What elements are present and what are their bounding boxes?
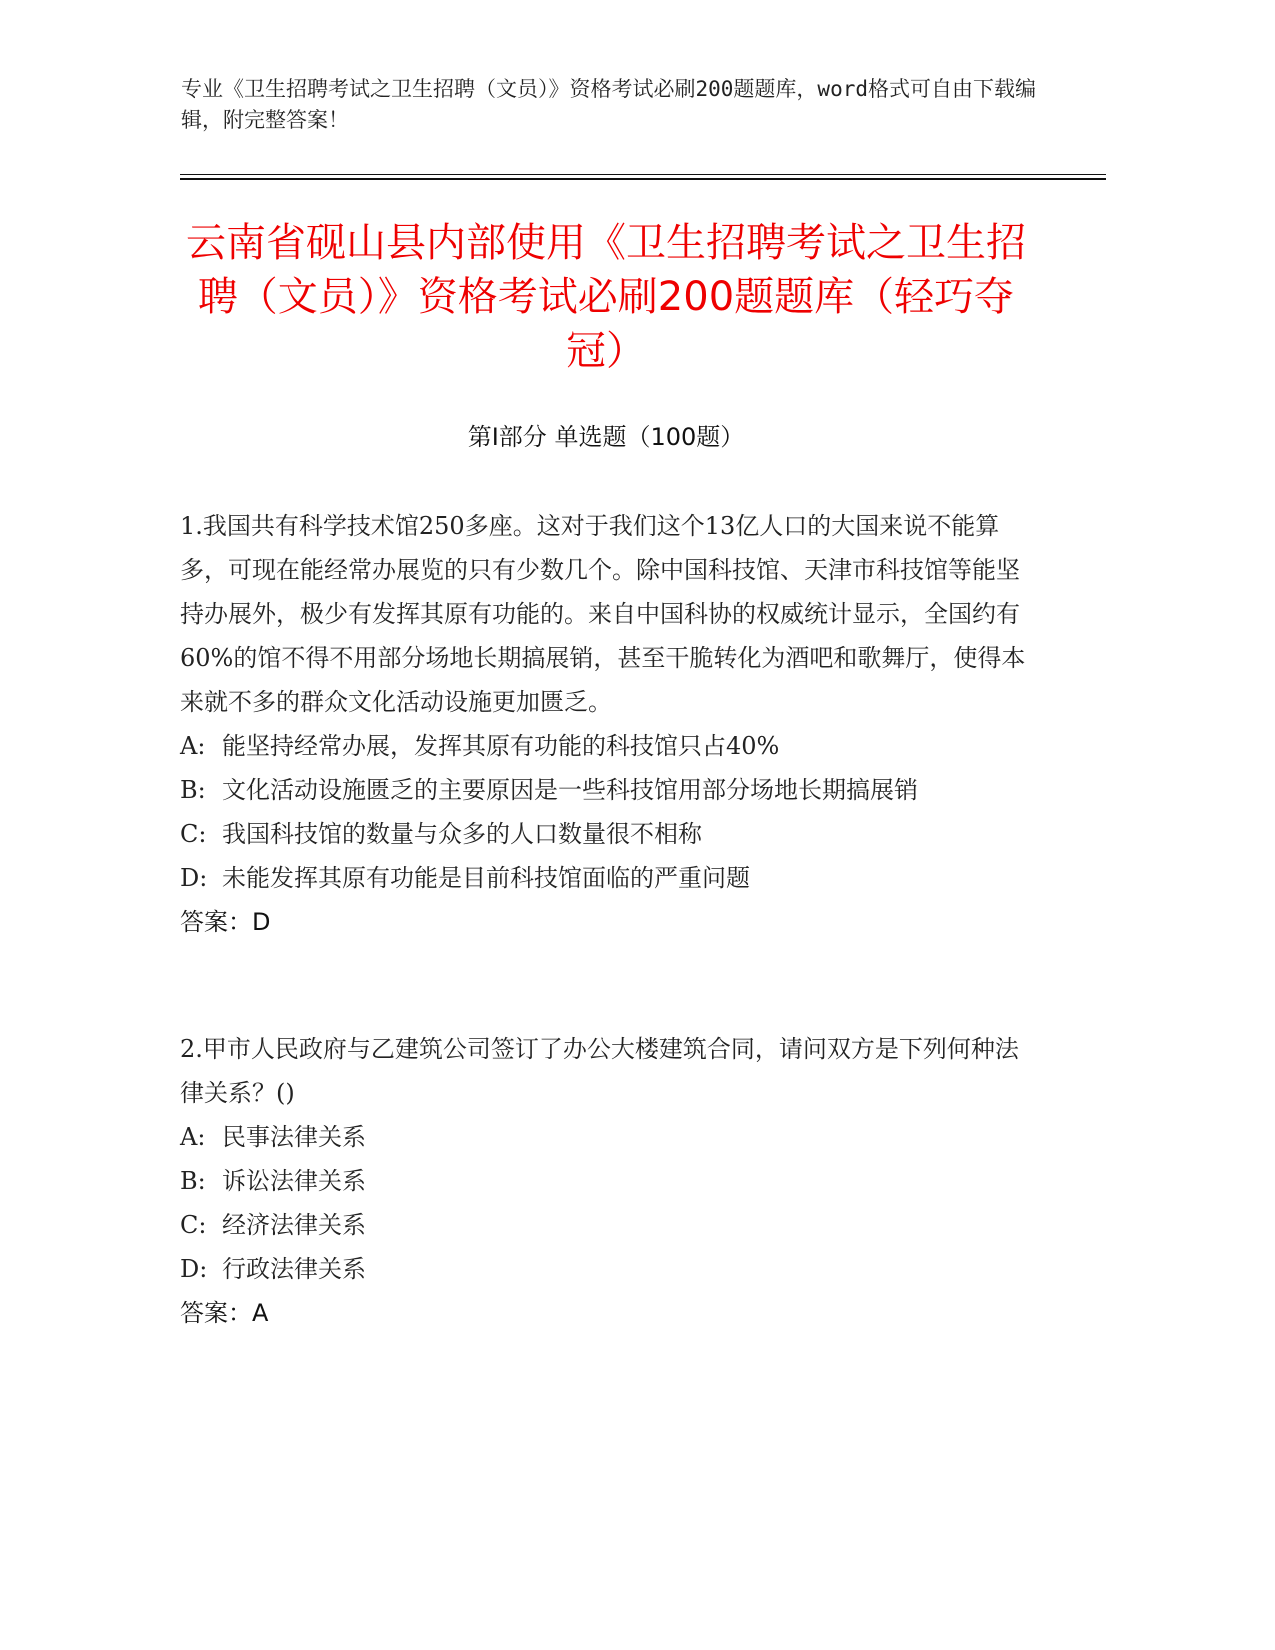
option-a [180,1115,1040,1159]
option-d [180,1247,1040,1291]
document-title: 云南省砚山县内部使用《卫生招聘考试之卫生招聘（文员）》资格考试必刷200题题库（轻巧夺冠） [186,220,1026,374]
option-text: 文化活动设施匮乏的主要原因是一些科技馆用部分场地长期搞展销 [222,776,918,804]
option-text: 我国科技馆的数量与众多的人口数量很不相称 [222,820,702,848]
option-b [180,768,1040,812]
question-1 [180,504,1040,944]
option-letter: C: [180,1211,207,1239]
answer: 答案：A [180,1299,269,1327]
option-c [180,1203,1040,1247]
option-text: 经济法律关系 [222,1211,366,1239]
option-c [180,812,1040,856]
header-divider-thin [180,174,1106,175]
option-letter: A: [180,1123,206,1151]
option-letter: D: [180,864,208,892]
header-note: 专业《卫生招聘考试之卫生招聘（文员）》资格考试必刷200题题库，word格式可自由下载编辑，附完整答案！ [181,77,1036,132]
answer: 答案：D [180,908,271,936]
option-text: 未能发挥其原有功能是目前科技馆面临的严重问题 [222,864,750,892]
option-letter: D: [180,1255,208,1283]
question-stem: 1.我国共有科学技术馆250多座。这对于我们这个13亿人口的大国来说不能算多，可现在能经常办展览的只有少数几个。除中国科技馆、天津市科技馆等能坚持办展外，极少有发挥其原有功能的。来自中国科协的权威统计显示，全国约有60%的馆不得不用部分场地长期搞展销，甚至干脆转化为酒吧和歌舞厅，使得本来就不多的群众文化活动设施更加匮乏。 [180,512,1026,716]
option-b [180,1159,1040,1203]
question-2 [180,1027,1040,1335]
question-stem: 2.甲市人民政府与乙建筑公司签订了办公大楼建筑合同，请问双方是下列何种法律关系？() [180,1035,1019,1107]
section-heading: 第Ⅰ部分 单选题（100题） [467,423,745,451]
header-divider-thick [180,178,1106,180]
option-letter: B: [180,776,206,804]
option-text: 行政法律关系 [222,1255,366,1283]
option-letter: A: [180,732,206,760]
option-letter: B: [180,1167,206,1195]
option-a [180,724,1040,768]
option-text: 能坚持经常办展，发挥其原有功能的科技馆只占40% [222,732,780,760]
option-d [180,856,1040,900]
option-text: 民事法律关系 [222,1123,366,1151]
option-letter: C: [180,820,207,848]
option-text: 诉讼法律关系 [222,1167,366,1195]
